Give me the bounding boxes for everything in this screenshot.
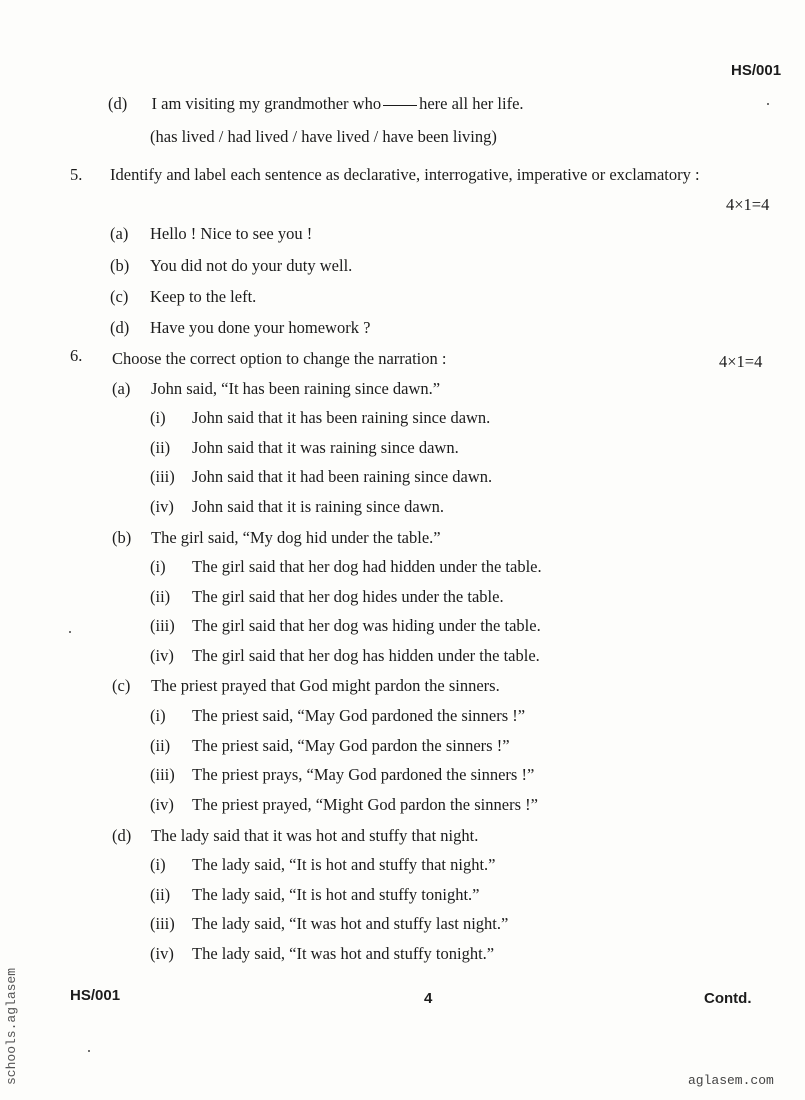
- q6-prompt: Choose the correct option to change the narration :: [112, 349, 447, 368]
- q6-option: [150, 885, 479, 905]
- q6-option: [150, 914, 508, 934]
- q6-part-text: John said, “It has been raining since dawn.”: [151, 379, 441, 398]
- footer-contd: Contd.: [704, 990, 752, 1007]
- q5-item: [110, 287, 256, 307]
- q6-option: [150, 706, 525, 726]
- q6-option-text: The girl said that her dog hides under the table.: [192, 587, 504, 606]
- q6-option-label: (iii): [150, 616, 175, 635]
- q6-option: [150, 855, 496, 875]
- q6-option-text: The lady said, “It is hot and stuffy that night.”: [192, 855, 496, 874]
- q6-option-label: (ii): [150, 736, 171, 755]
- q6-part: [112, 379, 440, 399]
- q4d-options: (has lived / had lived / have lived / have been living): [150, 127, 497, 146]
- q6-option: [150, 944, 494, 964]
- q6-option: [150, 587, 504, 607]
- q6-option-text: The girl said that her dog had hidden under the table.: [192, 557, 542, 576]
- q6-option-label: (iii): [150, 914, 175, 933]
- q5-item-text: Hello ! Nice to see you !: [150, 224, 313, 243]
- q6-option: [150, 408, 490, 428]
- q6-option-label: (iv): [150, 646, 174, 665]
- q5-item-text: Keep to the left.: [150, 287, 257, 306]
- watermark-bottom: aglasem.com: [688, 1073, 774, 1088]
- q6-option-label: (iii): [150, 467, 175, 486]
- q6-option-text: John said that it had been raining since dawn.: [192, 467, 493, 486]
- q6-option-label: (ii): [150, 587, 171, 606]
- q6-option-text: John said that it has been raining since dawn.: [192, 408, 491, 427]
- q4d-label: (d): [108, 94, 128, 113]
- q6-option-text: John said that it was raining since dawn.: [192, 438, 459, 457]
- q6-option-label: (iv): [150, 497, 174, 516]
- q6-option: [150, 467, 492, 487]
- q6-part: [112, 528, 441, 548]
- q5-item: [110, 318, 370, 338]
- q6-option-label: (iii): [150, 765, 175, 784]
- q6-number: 6.: [70, 346, 83, 365]
- q5-marks: 4×1=4: [726, 195, 770, 214]
- q6-part: [112, 826, 478, 846]
- watermark-side: schools.aglasem: [4, 967, 19, 1085]
- q6-option-text: The priest prayed, “Might God pardon the sinners !”: [192, 795, 538, 814]
- q6-option-text: The priest said, “May God pardon the sinners !”: [192, 736, 510, 755]
- footer-page-number: 4: [424, 990, 433, 1007]
- q6-option-text: The lady said, “It was hot and stuffy last night.”: [192, 914, 509, 933]
- q6-option-label: (iv): [150, 944, 174, 963]
- q6-option-text: The girl said that her dog has hidden under the table.: [192, 646, 540, 665]
- q6-option-label: (i): [150, 557, 166, 576]
- q6-option-text: The girl said that her dog was hiding under the table.: [192, 616, 541, 635]
- q6-option-text: The priest said, “May God pardoned the sinners !”: [192, 706, 526, 725]
- q6-part-text: The girl said, “My dog hid under the table.”: [151, 528, 441, 547]
- q6-part-label: (b): [112, 528, 132, 547]
- q6-option-label: (ii): [150, 885, 171, 904]
- q5-item-label: (b): [110, 256, 130, 275]
- footer-paper-code: HS/001: [70, 987, 121, 1004]
- q6-part-label: (c): [112, 676, 131, 695]
- q6-option: [150, 736, 510, 756]
- q6-part-text: The lady said that it was hot and stuffy that night.: [151, 826, 479, 845]
- scan-speck: [767, 103, 769, 105]
- q6-option: [150, 616, 541, 636]
- q6-part-text: The priest prayed that God might pardon the sinners.: [151, 676, 500, 695]
- q4d-blank: [383, 105, 417, 106]
- scan-speck: [88, 1050, 90, 1052]
- header-paper-code: HS/001: [731, 62, 782, 79]
- q5-item-label: (a): [110, 224, 129, 243]
- q6-option-text: The lady said, “It is hot and stuffy tonight.”: [192, 885, 480, 904]
- q5-prompt: Identify and label each sentence as declarative, interrogative, imperative or exclamatory :: [110, 165, 700, 184]
- q6-option-label: (iv): [150, 795, 174, 814]
- scan-speck: [69, 631, 71, 633]
- q6-part: [112, 676, 500, 696]
- q6-option-label: (i): [150, 408, 166, 427]
- q6-option: [150, 646, 540, 666]
- q6-option-text: John said that it is raining since dawn.: [192, 497, 445, 516]
- q6-option: [150, 557, 542, 577]
- q5-item: [110, 224, 312, 244]
- q4d-text-before: I am visiting my grandmother who: [151, 94, 382, 113]
- q4d-line: [108, 94, 524, 114]
- q5-item: [110, 256, 352, 276]
- q5-number: 5.: [70, 165, 83, 184]
- q6-option-label: (i): [150, 855, 166, 874]
- q6-option: [150, 497, 444, 517]
- q6-option-text: The priest prays, “May God pardoned the sinners !”: [192, 765, 535, 784]
- q6-part-label: (d): [112, 826, 132, 845]
- q5-item-text: Have you done your homework ?: [150, 318, 371, 337]
- q6-option: [150, 438, 459, 458]
- q6-option: [150, 795, 538, 815]
- q4d-text-after: here all her life.: [419, 94, 524, 113]
- q6-marks: 4×1=4: [719, 352, 763, 371]
- q5-item-label: (d): [110, 318, 130, 337]
- q6-option-text: The lady said, “It was hot and stuffy tonight.”: [192, 944, 495, 963]
- q6-part-label: (a): [112, 379, 131, 398]
- q6-option-label: (i): [150, 706, 166, 725]
- q5-item-text: You did not do your duty well.: [150, 256, 353, 275]
- q6-option-label: (ii): [150, 438, 171, 457]
- q5-item-label: (c): [110, 287, 129, 306]
- q6-option: [150, 765, 534, 785]
